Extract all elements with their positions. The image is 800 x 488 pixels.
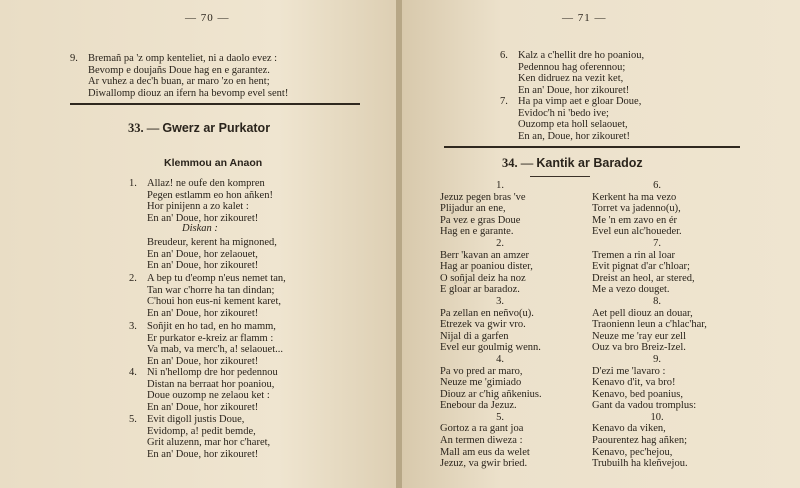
right-page [402,0,800,488]
stanza [440,354,570,412]
verse-line: Ni n'hellomp dre hor pedennou [147,367,278,378]
stanza-line: Etrezek va gwir vro. [440,319,526,331]
refrain-label: Diskan : [182,223,218,234]
stanza-line: Evit pignat d'ar c'hloar; [592,261,690,273]
stanza-column-left [440,180,570,470]
stanza-line: Tremen a rin al loar [592,249,676,261]
verse-number: 4. [129,367,137,378]
verse-line: Diwallomp diouz an ifern ha bevomp evel sent! [88,87,289,99]
page-number: — 71 — [562,12,607,24]
hymn-name: Gwerz ar Purkator [162,121,271,135]
verse-line: En an' Doue, hor zikouret! [147,448,259,460]
verse-line: Doue ouzomp ne zelaou ket : [147,390,270,402]
stanza-line: Pa vez e gras Doue [440,214,521,226]
verse-line: C'houi hon eus-ni kement karet, [147,296,281,308]
verse [500,96,642,142]
stanza-line: Enebour da Jezuz. [440,400,517,412]
verse-line: En an, Doue, hor zikouret! [518,130,630,142]
stanza-line: Berr 'kavan an amzer [440,249,530,261]
subtitle: Klemmou an Anaon [164,157,263,169]
stanza-line: An termen diweza : [440,435,523,447]
verse-line: Grit aluzenn, mar hor c'haret, [147,437,271,449]
stanza-line: Gant da vadou tromplus: [592,400,697,412]
stanza [592,412,732,470]
stanza [592,180,732,238]
verse [129,273,286,319]
stanza-line: Evel eun alc'houeder. [592,226,682,238]
stanza [440,180,570,238]
verse-line: Hor pinijenn a zo kalet : [147,201,249,213]
verse-line: En an' Doue, hor zikouret! [147,401,259,413]
stanza-line: Traonienn leun a c'hlac'har, [592,319,707,331]
verse-number: 5. [129,414,137,425]
stanza-line: Hag ar poaniou dister, [440,261,533,273]
verse-line: Ha pa vimp aet e gloar Doue, [518,96,642,107]
stanza [440,412,570,470]
verse [129,367,278,413]
hymn-dash: — [520,156,534,170]
hymn-title [502,156,643,171]
hymn-number: 33. [128,121,144,135]
stanza-line: Gortoz a ra gant joa [440,423,524,435]
stanza [440,238,570,296]
stanza-line: Plijadur an ene, [440,203,506,215]
hymn-name: Kantik ar Baradoz [536,156,643,170]
stanza-line: Kenavo, bed poanius, [592,388,683,400]
verse-line: En an' Doue, hor zikouret! [147,355,259,367]
stanza-line: Trubuilh ha kleñvejou. [592,458,688,470]
verse-line: Va mab, va merc'h, a! selaouet... [147,344,284,356]
verse-number: 2. [129,273,137,284]
stanza-line: Pa zellan en neñvo(u). [440,307,534,319]
stanza-line: Aet pell diouz an douar, [592,307,693,319]
hymn-number: 34. [502,156,518,170]
verse-line: En an' Doue, hor zelaouet, [147,248,258,260]
stanza-number: 5. [496,411,504,423]
stanza [592,354,732,412]
stanza-number: 4. [496,353,504,365]
stanza [440,296,570,354]
stanza-line: Evel eur goulmig wenn. [440,342,541,354]
stanza-line: Paourentez hag añken; [592,435,688,447]
verse-line: Distan na berraat hor poaniou, [147,378,275,390]
verse [129,321,284,367]
verse-line: Ar vuhez a dec'h buan, ar maro 'zo en hent; [88,76,270,88]
stanza-line: D'ezi me 'lavaro : [592,365,666,377]
divider [444,146,740,148]
stanza-line: Kenavo d'it, va bro! [592,377,676,389]
short-divider [530,176,590,177]
stanza-line: Neuze me 'gimiado [440,377,522,389]
verse-line: Pedennou hag oferennou; [518,61,626,73]
stanza-line: Nijal di a garfen [440,330,509,342]
verse [500,50,645,96]
stanza-number: 9. [653,353,661,365]
stanza-line: Kenavo, pec'hejou, [592,446,673,458]
stanza-number: 3. [496,295,504,307]
stanza-number: 2. [496,237,504,249]
stanza [592,296,732,354]
stanza-line: Diouz ar c'hig añkenius. [440,388,542,400]
verse-line: Tan war c'horre ha tan dindan; [147,284,275,296]
verse-line: Ken didruez na vezit ket, [518,73,624,85]
stanza-line: Me 'n em zavo en ér [592,214,677,226]
page-number: — 70 — [185,12,230,24]
verse-line: En an' Doue, hor zikouret! [147,307,259,319]
verse-number: 3. [129,321,137,332]
verse-number: 1. [129,178,137,189]
hymn-dash: — [146,121,160,135]
verse-number: 6. [500,50,508,61]
verse-line: Soñjit en ho tad, en ho mamm, [147,321,276,332]
divider [70,103,360,105]
verse-number: 7. [500,96,508,107]
verse-line: Bremañ pa 'z omp kenteliet, ni a daolo evez : [88,53,278,64]
refrain [147,237,277,272]
stanza-line: Jezuz, va gwir bried. [440,458,528,470]
stanza-line: O soñjal deiz ha noz [440,272,526,284]
stanza-column-right [592,180,732,470]
verse [129,414,271,460]
verse-line: Evidomp, a! pedit bemde, [147,425,256,437]
stanza-line: E gloar ar baradoz. [440,284,520,296]
verse-line: A bep tu d'eomp n'eus nemet tan, [147,273,286,284]
stanza-number: 8. [653,295,661,307]
verse-line: En an' Doue, hor zikouret! [518,84,630,96]
stanza-line: Mall am eus da welet [440,446,530,458]
stanza-line: Kenavo da viken, [592,423,666,435]
left-page [0,0,398,488]
verse-number: 9. [70,53,78,64]
verse-line: En an' Doue, hor zikouret! [147,212,259,224]
verse-line: Pegen estlamm eo hon añken! [147,189,273,201]
verse [70,53,289,99]
verse-line: Bevomp e doujañs Doue hag en e garantez. [88,64,270,76]
verse [129,178,273,224]
stanza-line: Pa vo pred ar maro, [440,365,523,377]
verse-line: Breudeur, kerent ha mignoned, [147,237,277,248]
verse-line: Allaz! ne oufe den kompren [147,178,265,189]
stanza-line: Dreist an heol, ar stered, [592,272,695,284]
stanza [592,238,732,296]
stanza-number: 1. [496,180,504,191]
verse-line: Er purkator e-kreiz ar flamm : [147,332,274,344]
stanza-line: Ouz va bro Breiz-Izel. [592,342,686,354]
stanza-number: 7. [653,237,661,249]
verse-line: En an' Doue, hor zikouret! [147,260,259,272]
stanza-line: Me a vezo douget. [592,284,670,296]
stanza-line: Hag en e garante. [440,226,514,238]
stanza-line: Kerkent ha ma vezo [592,191,677,203]
stanza-line: Torret va jadenno(u), [592,203,681,215]
stanza-number: 6. [653,180,661,191]
verse-line: Kalz a c'hellit dre ho poaniou, [518,50,645,61]
stanza-number: 10. [650,411,664,423]
stanza-line: Neuze me 'ray eur zell [592,330,687,342]
verse-line: Evit digoll justis Doue, [147,414,245,425]
hymn-title [128,121,270,136]
stanza-line: Jezuz pegen bras 've [440,191,526,203]
verse-line: Evidoc'h ni 'bedo ive; [518,107,609,119]
verse-line: Ouzomp eta holl selaouet, [518,119,628,131]
